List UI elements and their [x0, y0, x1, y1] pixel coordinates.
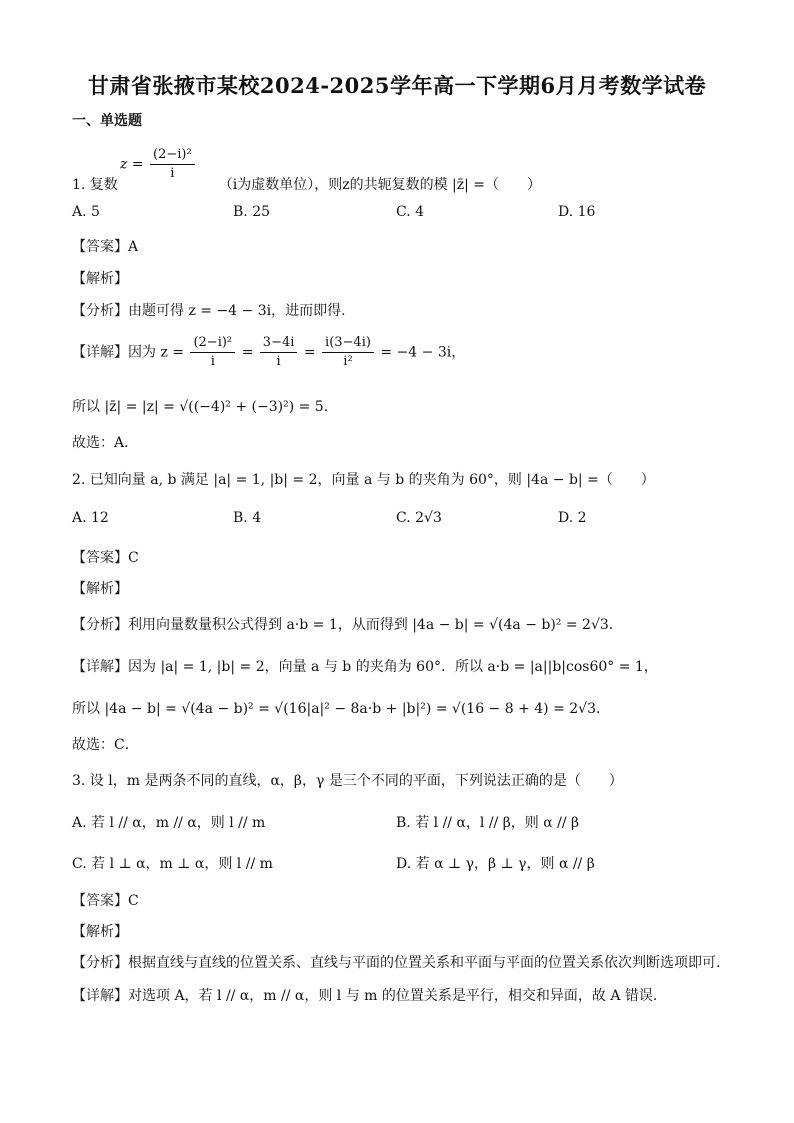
q3-xiangjie: 【详解】对选项 A，若 l // α，m // α，则 l 与 m 的位置关系是平行，相交和异面，故 A 错误.: [72, 988, 658, 1004]
q1-option-d: D. 16: [558, 204, 596, 220]
q3-stem: 3. 设 l，m 是两条不同的直线，α，β，γ 是三个不同的平面，下列说法正确的是（ ）: [72, 773, 623, 789]
q1-option-b: B. 25: [233, 204, 271, 220]
q2-option-a: A. 12: [72, 510, 109, 526]
q3-option-c: C. 若 l ⊥ α，m ⊥ α，则 l // m: [72, 856, 273, 872]
q1-option-c: C. 4: [396, 204, 425, 220]
q2-line2: 所以 |4a − b| = √(4a − b)² = √(16|a|² − 8a·b + |b|²) = √(16 − 8 + 4) = 2√3．: [72, 701, 611, 717]
q1-line2: 所以 |z̄| = |z| = √((−4)² + (−3)²) = 5.: [72, 399, 329, 415]
q1-option-a: A. 5: [72, 204, 100, 220]
q1-fenxi: 【分析】由题可得 z = −4 − 3i，进而即得.: [72, 303, 346, 319]
q1-select: 故选：A．: [72, 435, 139, 451]
q2-fenxi: 【分析】利用向量数量积公式得到 a·b = 1，从而得到 |4a − b| = √(4a − b)² = 2√3.: [72, 617, 614, 633]
q2-select: 故选：C．: [72, 737, 139, 753]
q1-analysis-label: 【解析】: [72, 271, 128, 287]
q1-xiangjie: 【详解】因为 z = $\frac{\text{(2−i)²}}{i}$ = $\frac{3-4i}{i}$ = $\frac{i(3-4i)}{\text{i²}}$ = −4 − 3i，: [72, 335, 466, 369]
q3-option-a: A. 若 l // α，m // α，则 l // m: [72, 815, 266, 831]
q2-option-c: C. 2√3: [396, 510, 442, 526]
q1-fraction: $\frac{\text{(2−i)²}}{i}$: [150, 146, 195, 183]
q2-answer: 【答案】C: [72, 550, 139, 566]
q2-option-d: D. 2: [558, 510, 587, 526]
section-heading: 一、单选题: [72, 113, 142, 129]
q3-option-d: D. 若 α ⊥ γ，β ⊥ γ，则 α // β: [396, 856, 595, 872]
q2-xiangjie: 【详解】因为 |a| = 1, |b| = 2，向量 a 与 b 的夹角为 60°．所以 a·b = |a||b|cos60° = 1，: [72, 659, 658, 675]
q3-analysis-label: 【解析】: [72, 924, 128, 940]
q2-analysis-label: 【解析】: [72, 581, 128, 597]
q3-fenxi: 【分析】根据直线与直线的位置关系、直线与平面的位置关系和平面与平面的位置关系依次判断选项即可.: [72, 955, 721, 971]
q1-z-eq: z = $\frac{\text{(2−i)²}}{i}$: [120, 146, 197, 183]
q3-answer: 【答案】C: [72, 893, 139, 909]
q3-option-b: B. 若 l // α，l // β，则 α // β: [396, 815, 580, 831]
page-title: 甘肃省张掖市某校2024-2025学年高一下学期6月月考数学试卷: [87, 73, 707, 98]
q1-answer: 【答案】A: [72, 239, 139, 255]
q2-option-b: B. 4: [233, 510, 262, 526]
q1-stem: 1. 复数 （i为虚数单位），则z的共轭复数的模 |z̄| =（ ）: [72, 177, 542, 193]
q2-stem: 2. 已知向量 a, b 满足 |a| = 1, |b| = 2，向量 a 与 b 的夹角为 60°，则 |4a − b| =（ ）: [72, 472, 655, 488]
